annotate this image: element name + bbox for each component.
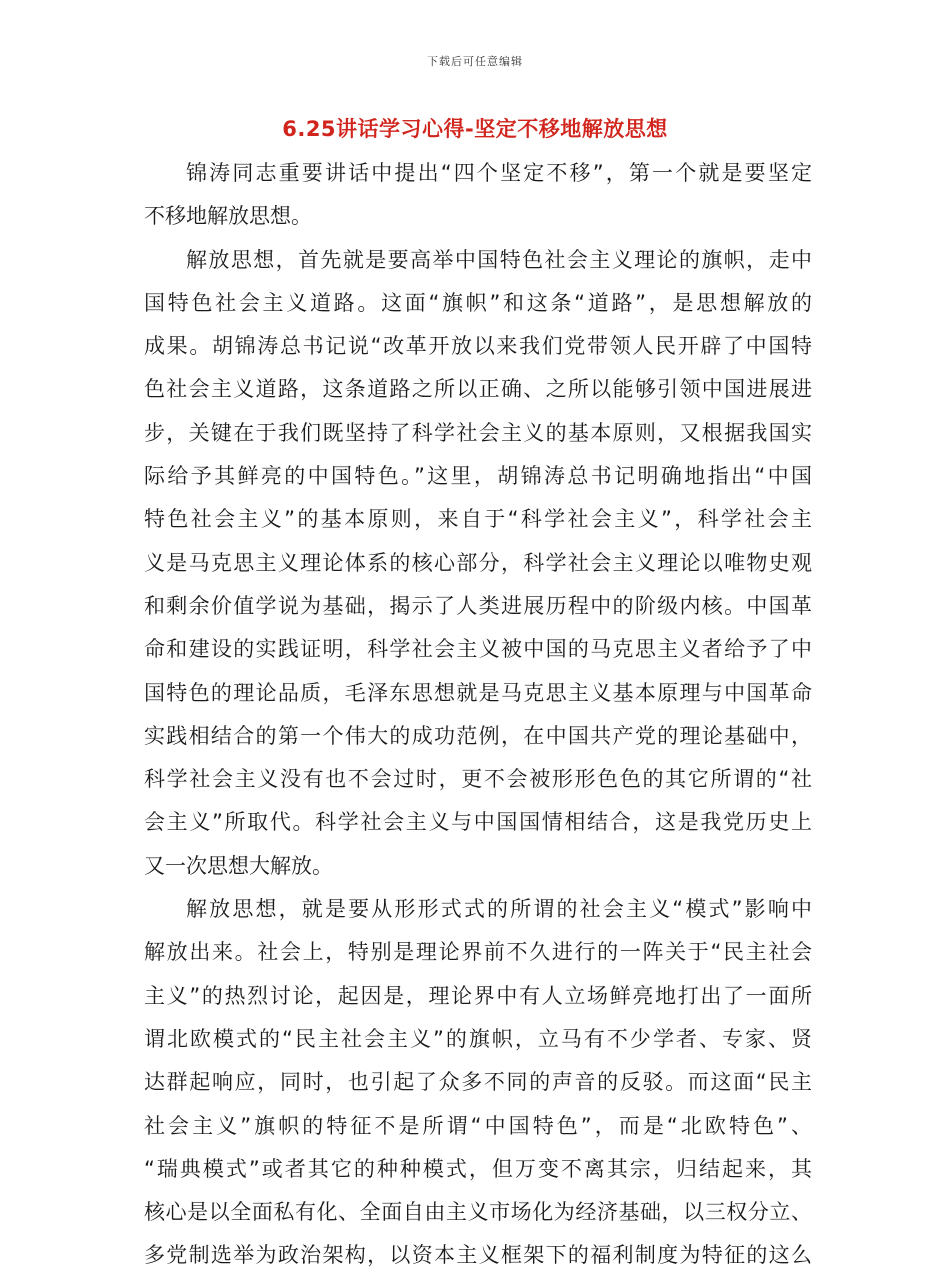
paragraph-line: 谓北欧模式的“民主社会主义”的旗帜，立马有不少学者、专家、贤	[144, 1026, 812, 1051]
paragraph-line: 命和建设的实践证明，科学社会主义被中国的马克思主义者给予了中	[144, 637, 812, 662]
paragraph-line: 核心是以全面私有化、全面自由主义市场化为经济基础，以三权分立、	[144, 1200, 812, 1225]
paragraph-line: 解放思想，首先就是要高举中国特色社会主义理论的旗帜，走中	[186, 247, 812, 272]
paragraph-line: 际给予其鲜亮的中国特色。”这里，胡锦涛总书记明确地指出“中国	[144, 464, 812, 489]
paragraph-line: 多党制选举为政治架构，以资本主义框架下的福利制度为特征的这么	[144, 1243, 812, 1268]
paragraph-line: 又一次思想大解放。	[144, 853, 333, 878]
paragraph-line: 成果。胡锦涛总书记说“改革开放以来我们党带领人民开辟了中国特	[144, 334, 812, 359]
document-title: 6.25讲话学习心得-坚定不移地解放思想	[282, 117, 668, 141]
paragraph-line: 义是马克思主义理论体系的核心部分，科学社会主义理论以唯物史观	[144, 550, 812, 575]
paragraph-line: 科学社会主义没有也不会过时，更不会被形形色色的其它所谓的“社	[144, 767, 812, 792]
paragraph-line: 不移地解放思想。	[144, 204, 312, 229]
paragraph-line: “瑞典模式”或者其它的种种模式，但万变不离其宗，归结起来，其	[144, 1156, 812, 1181]
paragraph-line: 国特色社会主义道路。这面“旗帜”和这条“道路”，是思想解放的	[144, 290, 812, 315]
page-header-note: 下载后可任意编辑	[427, 55, 523, 68]
paragraph-line: 达群起响应，同时，也引起了众多不同的声音的反驳。而这面“民主	[144, 1070, 812, 1095]
paragraph-line: 锦涛同志重要讲话中提出“四个坚定不移”，第一个就是要坚定	[186, 161, 812, 185]
paragraph-line: 步，关键在于我们既坚持了科学社会主义的基本原则，又根据我国实	[144, 420, 812, 445]
paragraph-line: 和剩余价值学说为基础，揭示了人类进展历程中的阶级内核。中国革	[144, 593, 812, 618]
paragraph-line: 特色社会主义”的基本原则，来自于“科学社会主义”，科学社会主	[144, 507, 812, 532]
paragraph-line: 解放出来。社会上，特别是理论界前不久进行的一阵关于“民主社会	[144, 940, 812, 965]
paragraph-line: 实践相结合的第一个伟大的成功范例，在中国共产党的理论基础中，	[144, 723, 812, 748]
document-body	[144, 152, 812, 1278]
paragraph-line: 主义”的热烈讨论，起因是，理论界中有人立场鲜亮地打出了一面所	[144, 983, 812, 1008]
paragraph-line: 社会主义”旗帜的特征不是所谓“中国特色”，而是“北欧特色”、	[144, 1113, 812, 1138]
paragraph-line: 国特色的理论品质，毛泽东思想就是马克思主义基本原理与中国革命	[144, 680, 812, 705]
paragraph-line: 色社会主义道路，这条道路之所以正确、之所以能够引领中国进展进	[144, 377, 812, 402]
paragraph-line: 会主义”所取代。科学社会主义与中国国情相结合，这是我党历史上	[144, 810, 812, 835]
paragraph-line: 解放思想，就是要从形形式式的所谓的社会主义“模式”影响中	[186, 897, 812, 922]
